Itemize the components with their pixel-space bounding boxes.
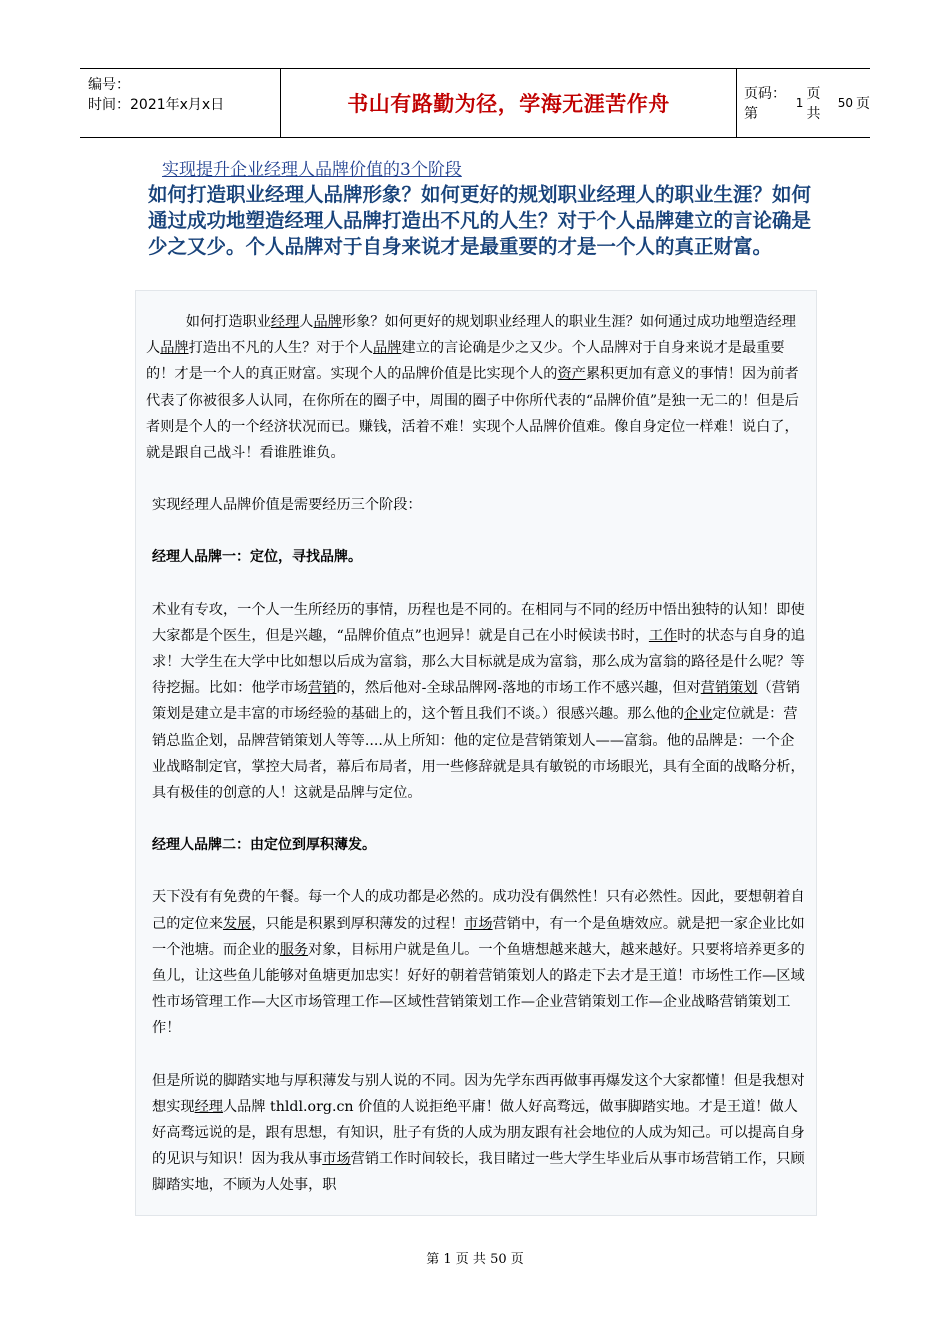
text-run: 定位就是：营销总监企划，品牌营销策划人等等....从上所知：他的定位是营销策划人——富翁。他的品牌是：一个企业战略制定官，掌控大局者，幕后布局者，用一些修辞就是具有敏锐的市场眼光，具有全面的战略分析，具有极佳的创意的人！这就是品牌与定位。 bbox=[152, 706, 805, 802]
text-run: 营销工作时间较长，我目睹过一些大学生毕业后从事市场营销工作，只顾脚踏实地，不顾为人处事，职 bbox=[152, 1151, 805, 1194]
text-run: 人 bbox=[299, 314, 314, 330]
keyword-link[interactable]: 营销 bbox=[308, 680, 337, 697]
paragraph-positioning bbox=[146, 597, 808, 807]
article-body bbox=[146, 309, 808, 1199]
text-run: （营销策划是建立是丰富的市场经验的基础上的，这个暂且我们不谈。）很感兴趣。那么他的 bbox=[152, 680, 801, 723]
section-heading-2: 经理人品牌二：由定位到厚积薄发。 bbox=[152, 837, 376, 854]
text-run: 建立的言论确是少之又少。个人品牌对于自身来说才是最重要的！才是一个人的真正财富。实现个人的品牌价值是比实现个人的 bbox=[146, 340, 785, 383]
page-mid: 页 共 bbox=[806, 86, 821, 122]
page-header bbox=[80, 68, 870, 138]
header-meta bbox=[88, 75, 224, 115]
text-run: 术业有专攻，一个人一生所经历的事情，历程也是不同的。在相同与不同的经历中悟出独特的认知！即使大家都是个医生，但是兴趣，“品牌价值点”也迥异！就是自己在小时候读书时， bbox=[152, 601, 805, 644]
keyword-link[interactable]: 市场 bbox=[322, 1151, 351, 1168]
keyword-link[interactable]: 市场 bbox=[464, 915, 493, 932]
article-content-box bbox=[135, 290, 817, 1216]
section-heading-1: 经理人品牌一：定位，寻找品牌。 bbox=[152, 549, 362, 566]
document-number-label: 编号： bbox=[88, 77, 130, 93]
keyword-link[interactable]: 经理 bbox=[270, 314, 300, 330]
text-run: ，只能是积累到厚积薄发的过程！ bbox=[251, 915, 465, 932]
page-suffix: 页 bbox=[856, 96, 870, 112]
paragraph-down-to-earth bbox=[146, 1068, 808, 1199]
text-run: 天下没有有免费的午餐。每一个人的成功都是必然的。成功没有偶然性！只有必然性。因此，要想朝着自己的定位来 bbox=[152, 889, 805, 932]
page-footer bbox=[0, 1248, 950, 1267]
footer-suffix: 页 bbox=[510, 1252, 524, 1267]
text-run: 对象，目标用户就是鱼儿。一个鱼塘想越来越大，越来越好。只要将培养更多的鱼儿，让这些鱼儿能够对鱼塘更加忠实！好好的朝着营销策划人的路走下去才是王道！市场性工作—区域性市场管理工作—大区市场管理工作—区域性营销策划工作—企业营销策划工作—企业战略营销策划工作！ bbox=[152, 941, 805, 1037]
text-run: 但是所说的脚踏实地与厚积薄发与别人说的不同。因为先学东西再做事再爆发这个大家都懂！但是我想对想实现 bbox=[152, 1072, 805, 1115]
text-run: 如何打造职业 bbox=[185, 314, 271, 330]
keyword-link[interactable]: 发展 bbox=[222, 915, 252, 932]
article-title[interactable]: 实现提升企业经理人品牌价值的3个阶段 bbox=[162, 160, 462, 180]
text-run: 人品牌 thldl.org.cn 价值的人说拒绝平庸！做人好高骛远，做事脚踏实地。才是王道！做人好高骛远说的是，跟有思想，有知识，肚子有货的人成为朋友跟有社会地位的人成为知己。可以提高自身的见识与知识！因为我从事 bbox=[152, 1098, 805, 1168]
page-total: 50 bbox=[837, 96, 853, 110]
header-motto: 书山有路勤为径，学海无涯苦作舟 bbox=[347, 92, 670, 116]
footer-prefix: 第 bbox=[426, 1252, 440, 1267]
keyword-link[interactable]: 品牌 bbox=[160, 340, 189, 357]
keyword-link[interactable]: 营销策划 bbox=[700, 680, 758, 697]
keyword-link[interactable]: 经理 bbox=[194, 1098, 223, 1115]
footer-total: 50 bbox=[490, 1252, 507, 1267]
footer-mid: 页 共 bbox=[455, 1252, 486, 1267]
keyword-link[interactable]: 品牌 bbox=[313, 314, 342, 330]
header-motto-cell bbox=[280, 69, 737, 137]
header-page-counter bbox=[744, 69, 870, 137]
page-prefix: 页码：第 bbox=[744, 86, 786, 122]
document-date: 时间：2021年x月x日 bbox=[88, 97, 225, 113]
page-current: 1 bbox=[795, 96, 804, 110]
keyword-link[interactable]: 企业 bbox=[684, 706, 713, 723]
paragraph-intro bbox=[146, 309, 808, 466]
footer-current: 1 bbox=[443, 1252, 452, 1267]
text-run: 营销中，有一个是鱼塘效应。就是把一家企业比如一个池塘。而企业的 bbox=[152, 915, 805, 958]
text-run: 的，然后他对-全球品牌网-落地的市场工作不感兴趣，但对 bbox=[336, 680, 701, 697]
article-lead: 如何打造职业经理人品牌形象？如何更好的规划职业经理人的职业生涯？如何通过成功地塑造经理人品牌打造出不凡的人生？对于个人品牌建立的言论确是少之又少。个人品牌对于自身来说才是最重要的才是一个人的真正财富。 bbox=[148, 183, 812, 258]
keyword-link[interactable]: 资产 bbox=[557, 366, 586, 383]
paragraph-accumulation bbox=[146, 884, 808, 1041]
text-run: 形象？如何更好的规划职业经理人的职业生涯？如何通过成功地塑造经理人 bbox=[146, 314, 796, 357]
paragraph-stages: 实现经理人品牌价值是需要经历三个阶段： bbox=[152, 497, 422, 514]
text-run: 打造出不凡的人生？对于个人 bbox=[188, 340, 374, 357]
text-run: 累积更加有意义的事情！因为前者代表了你被很多人认同，在你所在的圈子中，周围的圈子中你所代表的“品牌价值”是独一无二的！但是后者则是个人的一个经济状况而已。赚钱，活着不难！实现个人品牌价值难。像自身定位一样难！说白了，就是跟自己战斗！看谁胜谁负。 bbox=[146, 366, 799, 462]
keyword-link[interactable]: 工作 bbox=[648, 627, 678, 644]
text-run: 时的状态与自身的追求！大学生在大学中比如想以后成为富翁，那么大目标就是成为富翁，那么成为富翁的路径是什么呢？等待挖掘。比如：他学市场 bbox=[152, 627, 805, 697]
keyword-link[interactable]: 服务 bbox=[279, 941, 309, 958]
keyword-link[interactable]: 品牌 bbox=[373, 340, 402, 357]
